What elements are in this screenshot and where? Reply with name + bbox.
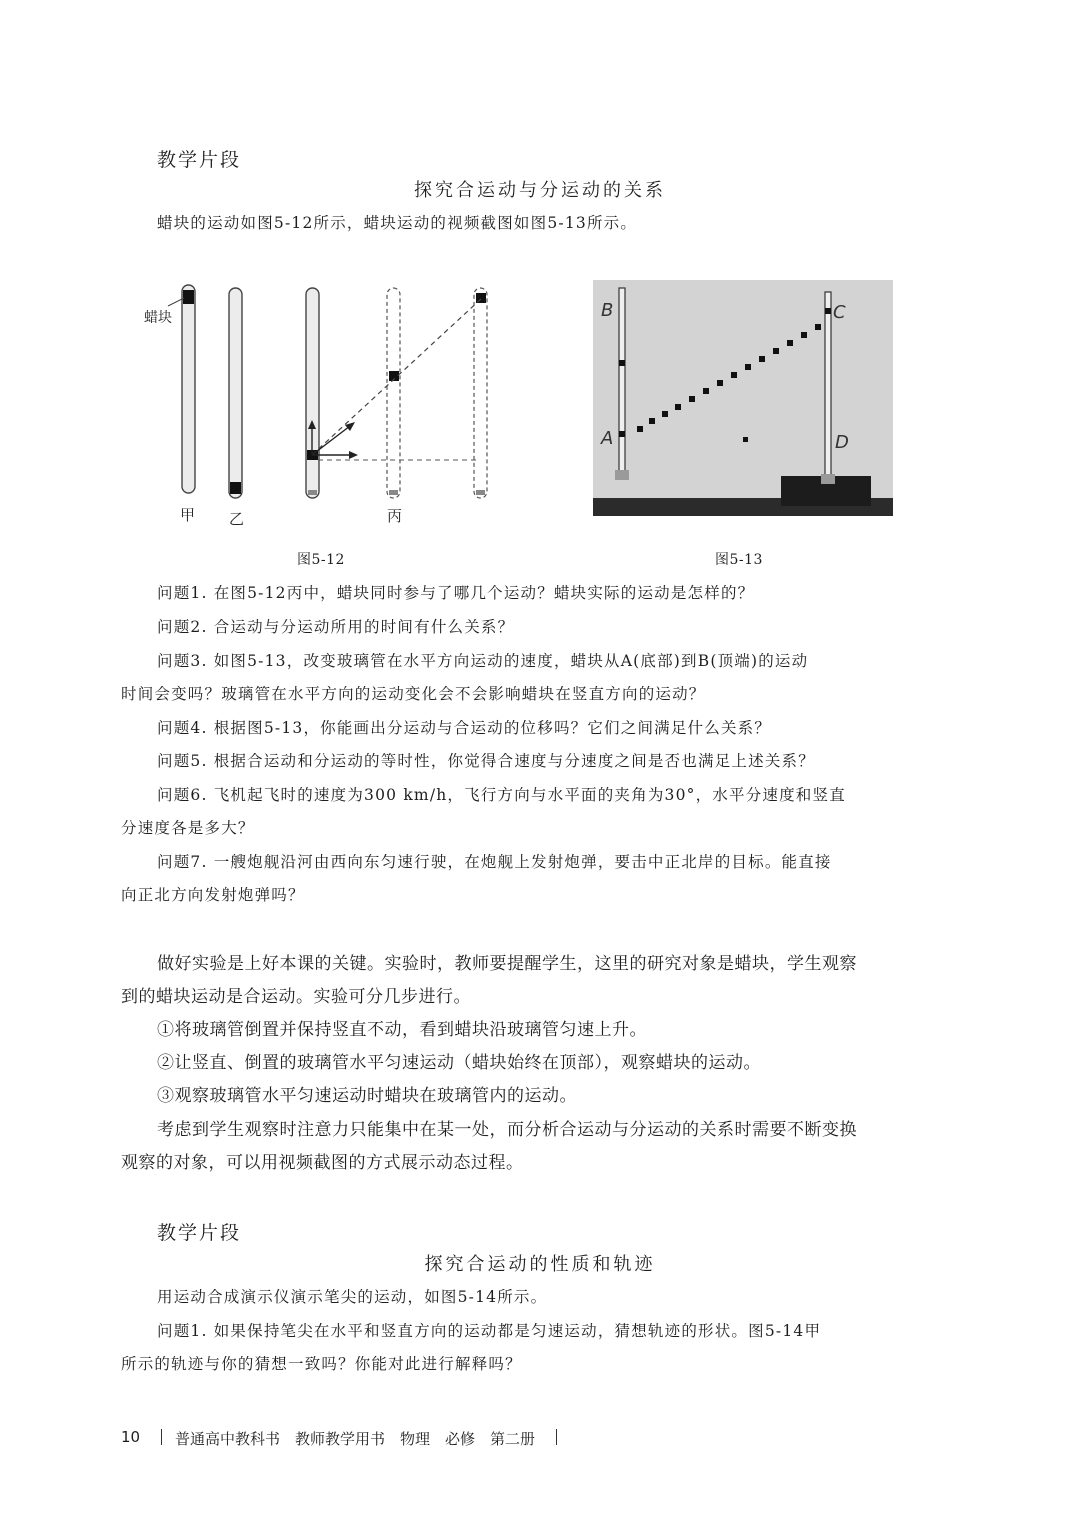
tube-bing bbox=[306, 288, 319, 498]
tube-dashed-1 bbox=[387, 288, 400, 498]
section-title: 探究合运动与分运动的关系 bbox=[414, 180, 666, 201]
section-2-intro: 用运动合成演示仪演示笔尖的运动，如图5-14所示。 bbox=[157, 1288, 548, 1306]
footer-divider-left bbox=[161, 1429, 162, 1445]
photo-tube-right-base bbox=[821, 474, 835, 484]
tube-dashed-2 bbox=[474, 288, 487, 498]
question-4: 问题4. 根据图5-13，你能画出分运动与合运动的位移吗？它们之间满足什么关系？ bbox=[157, 719, 772, 737]
block-label: 蜡块 bbox=[144, 310, 172, 326]
section-title-2: 探究合运动的性质和轨迹 bbox=[424, 1254, 656, 1275]
horizontal-arrowhead bbox=[349, 451, 358, 459]
footer-divider-right bbox=[556, 1429, 557, 1445]
point-label-c: C bbox=[833, 302, 846, 323]
section-2-question-1-line1: 问题1. 如果保持笔尖在水平和竖直方向的运动都是匀速运动，猜想轨迹的形状。图5-14甲 bbox=[157, 1322, 822, 1340]
question-3-line1: 问题3. 如图5-13，改变玻璃管在水平方向运动的速度，蜡块从A(底部)到B(顶端)的运动 bbox=[157, 652, 809, 670]
tube-cap bbox=[389, 490, 398, 495]
section-2-question-1-line2: 所示的轨迹与你的猜想一致吗？你能对此进行解释吗？ bbox=[121, 1355, 522, 1373]
figure-13-caption: 图5-13 bbox=[715, 552, 763, 568]
tube-label-jia: 甲 bbox=[180, 506, 196, 524]
point-label-a: A bbox=[601, 428, 614, 449]
point-label-b: B bbox=[601, 300, 614, 321]
tube-cap bbox=[308, 490, 317, 495]
wax-block-jia bbox=[183, 290, 194, 304]
guidance-step-2: ②让竖直、倒置的玻璃管水平匀速运动（蜡块始终在顶部），观察蜡块的运动。 bbox=[157, 1053, 761, 1073]
tube-label-yi: 乙 bbox=[229, 510, 245, 528]
question-7-line2: 向正北方向发射炮弹吗？ bbox=[121, 886, 305, 904]
photo-tube-right bbox=[825, 292, 831, 476]
guidance-line-1: 做好实验是上好本课的关键。实验时，教师要提醒学生，这里的研究对象是蜡块，学生观察 bbox=[157, 954, 857, 974]
question-1: 问题1. 在图5-12丙中，蜡块同时参与了哪几个运动？蜡块实际的运动是怎样的？ bbox=[157, 584, 755, 602]
question-3-line2: 时间会变吗？玻璃管在水平方向的运动变化会不会影响蜡块在竖直方向的运动？ bbox=[121, 685, 706, 703]
question-6-line1: 问题6. 飞机起飞时的速度为300 km/h，飞行方向与水平面的夹角为30°，水平分速度和竖直 bbox=[157, 786, 846, 804]
page-number: 10 bbox=[121, 1428, 141, 1446]
photo-tube-left bbox=[619, 288, 625, 472]
section-label: 教学片段 bbox=[157, 149, 242, 171]
tube-label-bing: 丙 bbox=[387, 507, 403, 525]
question-7-line1: 问题7. 一艘炮舰沿河由西向东匀速行驶，在炮舰上发射炮弹，要击中正北岸的目标。能直接 bbox=[157, 853, 832, 871]
point-label-d: D bbox=[835, 432, 849, 453]
guidance-line-6: 考虑到学生观察时注意力只能集中在某一处，而分析合运动与分运动的关系时需要不断变换 bbox=[157, 1120, 857, 1140]
guidance-step-3: ③观察玻璃管水平匀速运动时蜡块在玻璃管内的运动。 bbox=[157, 1086, 577, 1106]
question-6-line2: 分速度各是多大？ bbox=[121, 819, 255, 837]
footer-book-title: 普通高中教科书 教师教学用书 物理 必修 第二册 bbox=[175, 1430, 536, 1448]
tube-yi bbox=[229, 288, 242, 498]
figure-12-caption: 图5-12 bbox=[297, 552, 345, 568]
intro-text: 蜡块的运动如图5-12所示，蜡块运动的视频截图如图5-13所示。 bbox=[157, 214, 638, 232]
figure-5-13 bbox=[593, 280, 893, 516]
photo-tube-left-base bbox=[615, 470, 629, 480]
question-2: 问题2. 合运动与分运动所用的时间有什么关系？ bbox=[157, 618, 515, 636]
section-label-2: 教学片段 bbox=[157, 1222, 242, 1244]
figure-5-12 bbox=[140, 280, 520, 530]
guidance-line-7: 观察的对象，可以用视频截图的方式展示动态过程。 bbox=[121, 1153, 524, 1173]
question-5: 问题5. 根据合运动和分运动的等时性，你觉得合速度与分速度之间是否也满足上述关系？ bbox=[157, 752, 815, 770]
wax-block-yi bbox=[230, 482, 241, 494]
guidance-line-2: 到的蜡块运动是合运动。实验可分几步进行。 bbox=[121, 987, 471, 1007]
guidance-step-1: ①将玻璃管倒置并保持竖直不动，看到蜡块沿玻璃管匀速上升。 bbox=[157, 1020, 647, 1040]
tube-cap bbox=[476, 490, 485, 495]
tube-jia bbox=[182, 285, 195, 493]
